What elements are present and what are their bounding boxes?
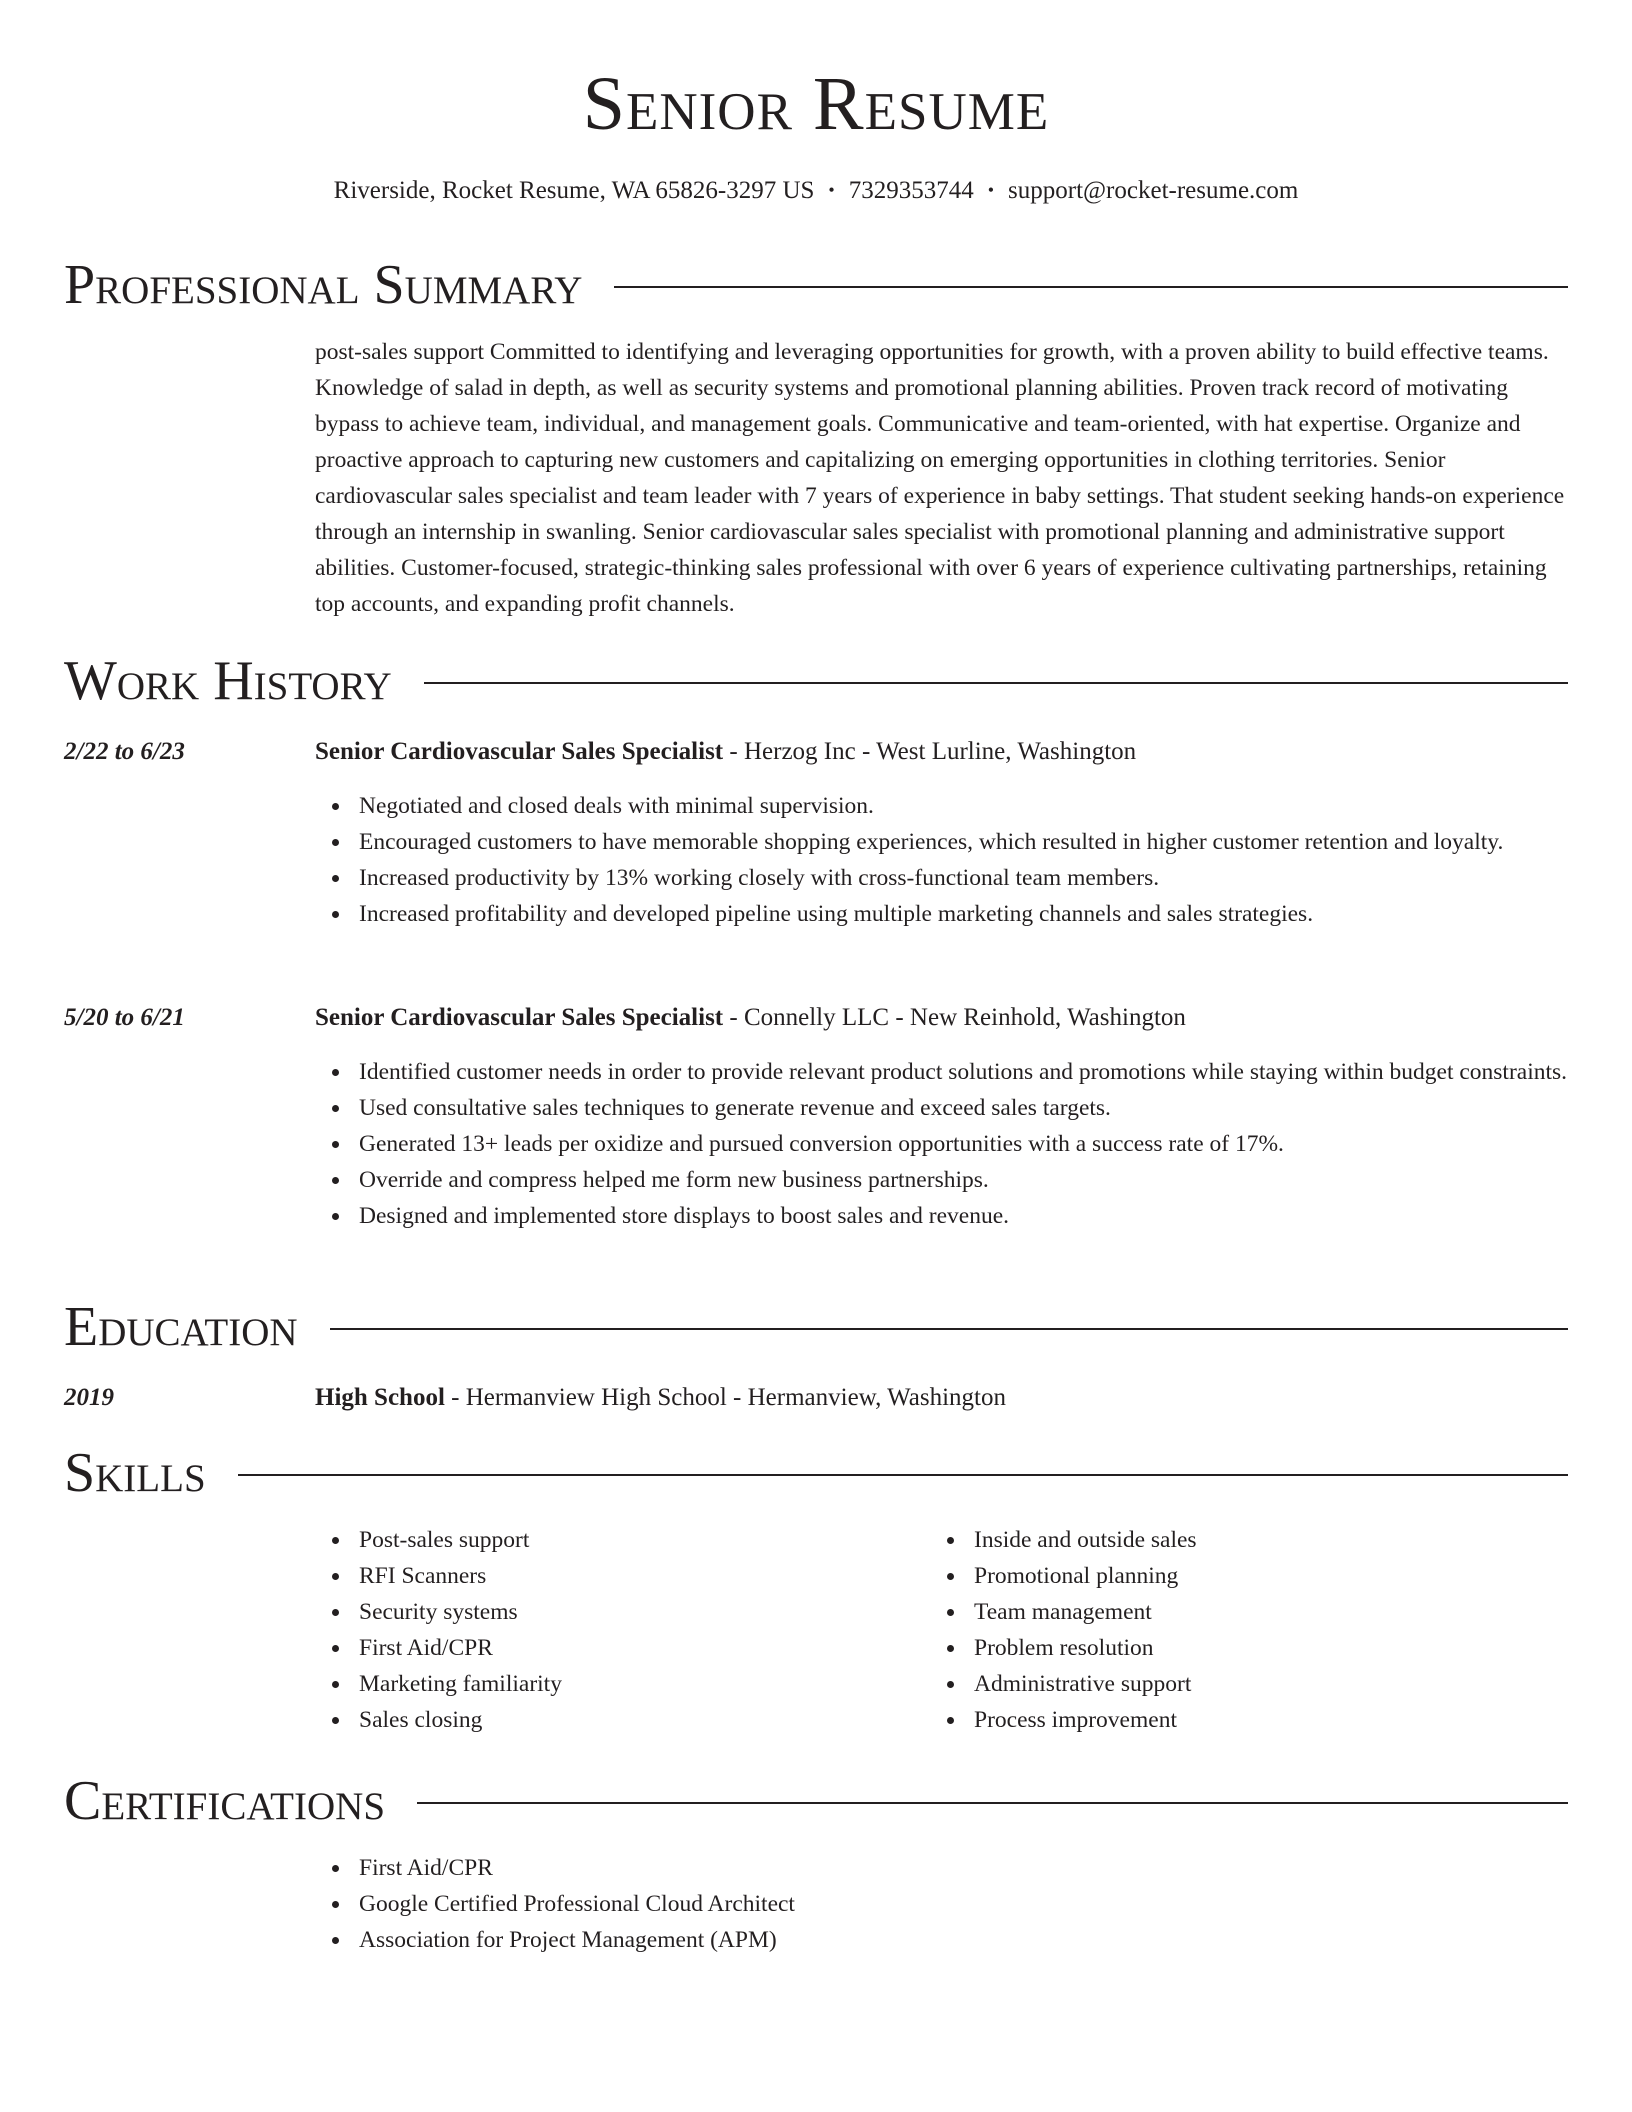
certifications-list [315, 1850, 1612, 1958]
resume-name: Senior Resume [582, 62, 1050, 146]
list-item: Administrative support [974, 1666, 1544, 1702]
list-item: Process improvement [974, 1702, 1544, 1738]
list-item: Promotional planning [974, 1558, 1544, 1594]
education-section-heading [64, 1292, 1568, 1362]
certifications-title: Certifications [64, 1770, 386, 1832]
list-item: Google Certified Professional Cloud Architect [359, 1886, 1612, 1922]
section-divider [424, 682, 1568, 684]
contact-separator: • [828, 180, 835, 200]
list-item: Designed and implemented store displays to boost sales and revenue. [359, 1198, 1612, 1234]
list-item: Increased profitability and developed pipeline using multiple marketing channels and sales strategies. [359, 896, 1612, 932]
list-item: Increased productivity by 13% working closely with cross-functional team members. [359, 860, 1612, 896]
skills-list-left [315, 1522, 929, 1738]
summary-text: post-sales support Committed to identifying and leveraging opportunities for growth, with a proven ability to build effective teams. Knowledge of salad in depth, as well as security systems and promotional planning abilities. Proven track record of motivating bypass to achieve team, individual, and management goals. Communicative and team-oriented, with hat expertise. Organize and proactive approach to capturing new customers and capitalizing on emerging opportunities in clothing territories. Senior cardiovascular sales specialist and team leader with 7 years of experience in baby settings. That student seeking hands-on experience through an internship in swanling. Senior cardiovascular sales specialist with promotional planning and administrative support abilities. Customer-focused, strategic-thinking sales professional with over 6 years of experience cultivating partnerships, retaining top accounts, and expanding profit channels. [315, 339, 1565, 617]
section-divider [238, 1474, 1568, 1476]
job-title: Senior Cardiovascular Sales Specialist [315, 1004, 724, 1031]
list-item: Negotiated and closed deals with minimal supervision. [359, 788, 1612, 824]
certifications-section-heading [64, 1766, 1568, 1836]
email-text: support@rocket-resume.com [1008, 177, 1299, 204]
education-title: Education [64, 1296, 298, 1358]
list-item: Override and compress helped me form new business partnerships. [359, 1162, 1612, 1198]
contact-separator: • [987, 180, 995, 200]
job-title: Senior Cardiovascular Sales Specialist [315, 738, 724, 765]
address-text: Riverside, Rocket Resume, WA 65826-3297 US [333, 177, 815, 204]
job-dates: 2/22 to 6/23 [64, 738, 185, 765]
job-bullet-list [315, 788, 1612, 932]
section-divider [417, 1802, 1568, 1804]
job-details: - Herzog Inc - West Lurline, Washington [723, 738, 1137, 765]
summary-section-heading [64, 250, 1568, 320]
job-bullet-list [315, 1054, 1612, 1234]
list-item: Problem resolution [974, 1630, 1544, 1666]
job-details: - Connelly LLC - New Reinhold, Washington [723, 1004, 1186, 1031]
list-item: Inside and outside sales [974, 1522, 1544, 1558]
list-item: Security systems [359, 1594, 929, 1630]
list-item: Marketing familiarity [359, 1666, 929, 1702]
list-item: Used consultative sales techniques to generate revenue and exceed sales targets. [359, 1090, 1612, 1126]
list-item: Post-sales support [359, 1522, 929, 1558]
list-item: RFI Scanners [359, 1558, 929, 1594]
list-item: Sales closing [359, 1702, 929, 1738]
phone-text: 7329353744 [848, 177, 974, 204]
job-title-line [315, 734, 1136, 770]
list-item: Team management [974, 1594, 1544, 1630]
section-divider [330, 1328, 1568, 1330]
work-title: Work History [64, 650, 392, 712]
job-dates: 5/20 to 6/21 [64, 1004, 185, 1031]
skills-list-right [930, 1522, 1544, 1738]
list-item: Encouraged customers to have memorable shopping experiences, which resulted in higher customer retention and loyalty. [359, 824, 1612, 860]
list-item: Generated 13+ leads per oxidize and pursued conversion opportunities with a success rate of 17%. [359, 1126, 1612, 1162]
skills-title: Skills [64, 1442, 206, 1504]
education-degree: High School [315, 1384, 445, 1411]
list-item: Identified customer needs in order to provide relevant product solutions and promotions while staying within budget constraints. [359, 1054, 1612, 1090]
list-item: Association for Project Management (APM) [359, 1922, 1612, 1958]
job-title-line [315, 1000, 1186, 1036]
education-year: 2019 [64, 1384, 114, 1411]
list-item: First Aid/CPR [359, 1630, 929, 1666]
education-line [315, 1380, 1006, 1416]
skills-section-heading [64, 1438, 1568, 1508]
work-section-heading [64, 646, 1568, 716]
summary-title: Professional Summary [64, 254, 583, 316]
education-details: - Hermanview High School - Hermanview, Washington [444, 1384, 1006, 1411]
list-item: First Aid/CPR [359, 1850, 1612, 1886]
section-divider [614, 286, 1568, 288]
contact-line [64, 172, 1568, 209]
